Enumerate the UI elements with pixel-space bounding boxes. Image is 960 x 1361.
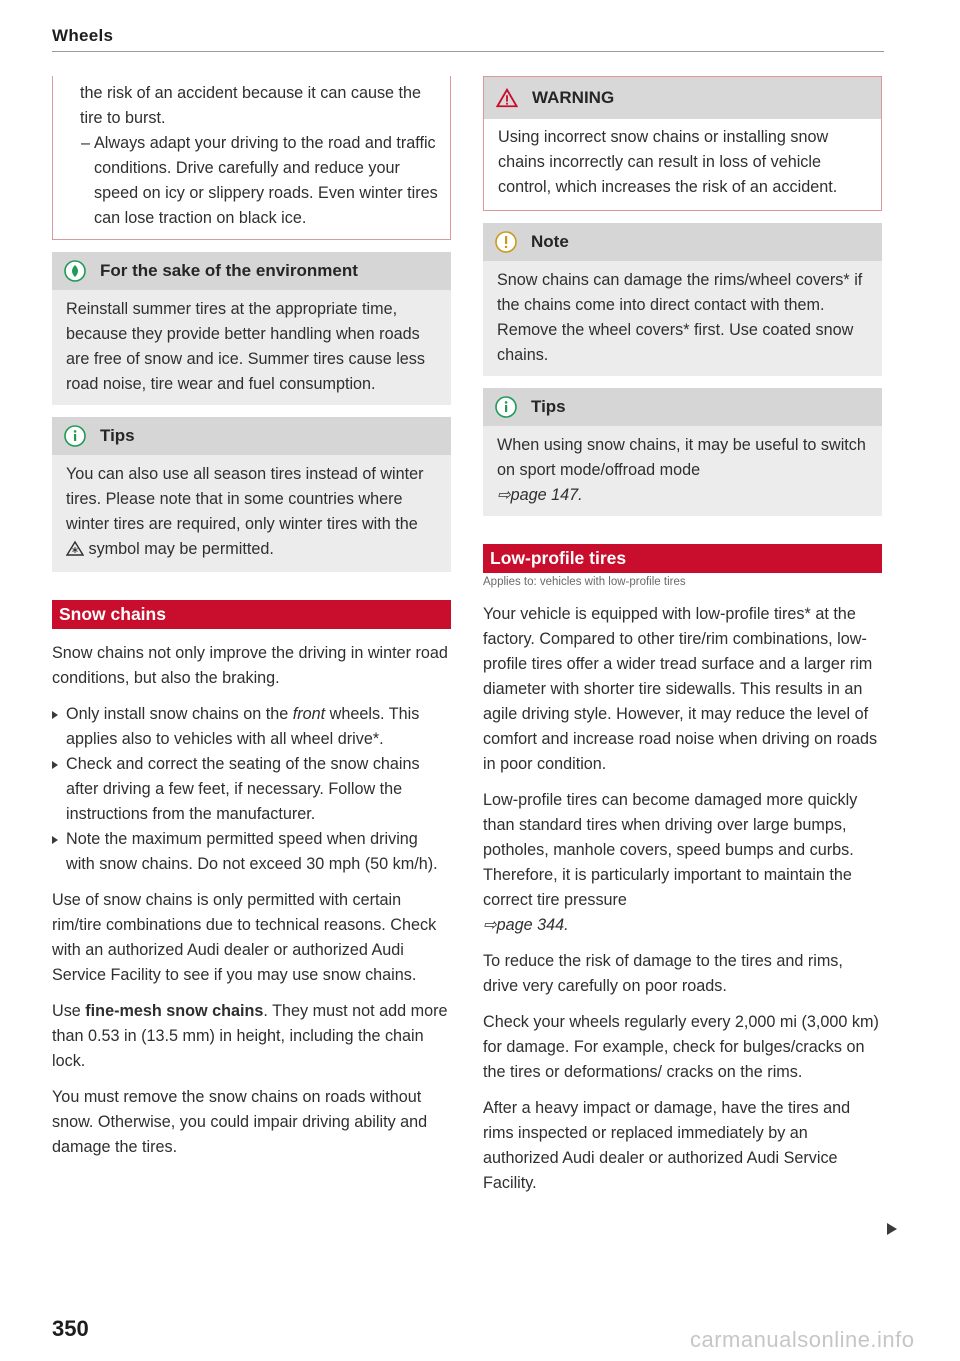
right-column: [483, 76, 882, 1196]
applies-to-note: Applies to: vehicles with low-profile tires: [483, 576, 686, 588]
low-profile-paragraph: Check your wheels regularly every 2,000 mi (3,000 km) for damage. For example, check for bulges/cracks on the tires or deformations/ cracks on the rims.: [483, 1013, 879, 1081]
section-title: Wheels: [52, 26, 114, 45]
bold-text: fine-mesh snow chains: [85, 1002, 264, 1020]
header-divider: [52, 51, 884, 52]
leaf-icon: [64, 260, 86, 282]
snow-chains-heading: Snow chains: [52, 600, 451, 629]
arrow-bullet-icon: [52, 761, 58, 769]
environment-box: [52, 252, 451, 405]
low-profile-heading: Low-profile tires: [483, 544, 882, 573]
warning-title: WARNING: [532, 88, 615, 107]
environment-body: Reinstall summer tires at the appropriate time, because they provide better handling when roads are free of snow and ice. Summer tires cause less road noise, tire wear and fuel consumption.: [66, 300, 425, 393]
tips-title: Tips: [100, 426, 135, 445]
warning-box: [483, 76, 882, 211]
tips-box: [483, 388, 882, 516]
info-icon: [495, 396, 517, 418]
low-profile-paragraph: Your vehicle is equipped with low-profile tires* at the factory. Compared to other tire/rim combinations, low-profile tires offer a wider tread surface and a larger rim diameter with shorter tire sidewalls. This results in an agile driving style. However, it may reduce the level of comfort and increase road noise when driving on roads in poor condition.: [483, 605, 878, 773]
page-reference-link[interactable]: ⇨page 147.: [497, 486, 583, 504]
continued-text: the risk of an accident because it can cause the tire to burst.: [80, 84, 422, 127]
info-icon: [64, 425, 86, 447]
low-profile-paragraph: After a heavy impact or damage, have the tires and rims inspected or replaced immediately by an authorized Audi dealer or authorized Audi Service Facility.: [483, 1099, 851, 1192]
warning-header: [483, 76, 882, 119]
page-number: 350: [52, 1316, 89, 1341]
tips-title: Tips: [531, 397, 566, 416]
emphasis-text: front: [292, 705, 326, 723]
continued-arrow-icon: [887, 1223, 897, 1235]
tips-text-start: You can also use all season tires instead of winter tires. Please note that in some countries where winter tires are required, only winter tires with the: [66, 465, 424, 533]
dash-bullet: –: [81, 134, 91, 152]
note-body: Snow chains can damage the rims/wheel covers* if the chains come into direct contact with them. Remove the wheel covers* first. Use coated snow chains.: [497, 271, 863, 364]
tips-box: [52, 417, 451, 572]
list-item: [52, 827, 451, 877]
snow-paragraph: [52, 999, 451, 1074]
low-profile-paragraph: To reduce the risk of damage to the tires and rims, drive very carefully on poor roads.: [483, 952, 843, 995]
watermark: carmanualsonline.info: [690, 1327, 915, 1352]
exclamation-circle-icon: [495, 231, 517, 253]
continued-warning-box: [52, 76, 451, 240]
note-header: [483, 223, 882, 261]
environment-title: For the sake of the environment: [100, 261, 358, 280]
tips-header: [52, 417, 451, 455]
snow-paragraph: Use of snow chains is only permitted with certain rim/tire combinations due to technical reasons. Check with an authorized Audi dealer or authorized Audi Service Facility to see if you may use snow chains.: [52, 891, 437, 984]
list-item-text: wheels. This applies also to vehicles with all wheel drive*.: [66, 705, 420, 748]
arrow-bullet-icon: [52, 836, 58, 844]
left-column: [52, 76, 451, 1160]
tips-body: [483, 426, 882, 516]
list-item-text: Only install snow chains on the: [66, 705, 293, 723]
tips-text: When using snow chains, it may be useful to switch on sport mode/offroad mode: [497, 436, 866, 479]
paragraph-text: Use: [52, 1002, 86, 1020]
note-title: Note: [531, 232, 569, 251]
page-reference-link[interactable]: ⇨page 344.: [483, 916, 569, 934]
list-item: [52, 752, 451, 827]
warning-body: Using incorrect snow chains or installing snow chains incorrectly can result in loss of vehicle control, which increases the risk of an accident.: [483, 119, 882, 211]
list-item: [52, 702, 451, 752]
note-box: [483, 223, 882, 376]
low-profile-paragraph: [483, 788, 882, 938]
paragraph-text: Low-profile tires can become damaged more quickly than standard tires when driving over large bumps, potholes, manhole covers, speed bumps and curbs. Therefore, it is particularly important to maintain the correct tire pressure: [483, 791, 858, 909]
warning-triangle-icon: [496, 87, 518, 109]
list-item-text: Check and correct the seating of the snow chains after driving a few feet, if necessary. Follow the instructions from the manufacturer.: [66, 755, 420, 823]
paragraph-text: . They must not add more than 0.53 in (13.5 mm) in height, including the chain lock.: [52, 1002, 448, 1070]
list-item-text: Note the maximum permitted speed when driving with snow chains. Do not exceed 30 mph (50 km/h).: [66, 830, 438, 873]
tips-header: [483, 388, 882, 426]
snow-intro: Snow chains not only improve the driving in winter road conditions, but also the braking.: [52, 644, 448, 687]
environment-header: [52, 252, 451, 290]
tips-text-end: symbol may be permitted.: [84, 540, 274, 558]
snow-instruction-list: [52, 702, 451, 877]
snowflake-mountain-icon: [66, 539, 84, 564]
list-item-text: Always adapt your driving to the road and traffic conditions. Drive carefully and reduce your speed on icy or slippery roads. Even winter tires can lose traction on black ice.: [94, 134, 438, 227]
arrow-bullet-icon: [52, 711, 58, 719]
snow-paragraph: You must remove the snow chains on roads without snow. Otherwise, you could impair driving ability and damage the tires.: [52, 1088, 428, 1156]
tips-body: [52, 455, 451, 572]
list-item: [67, 131, 438, 231]
